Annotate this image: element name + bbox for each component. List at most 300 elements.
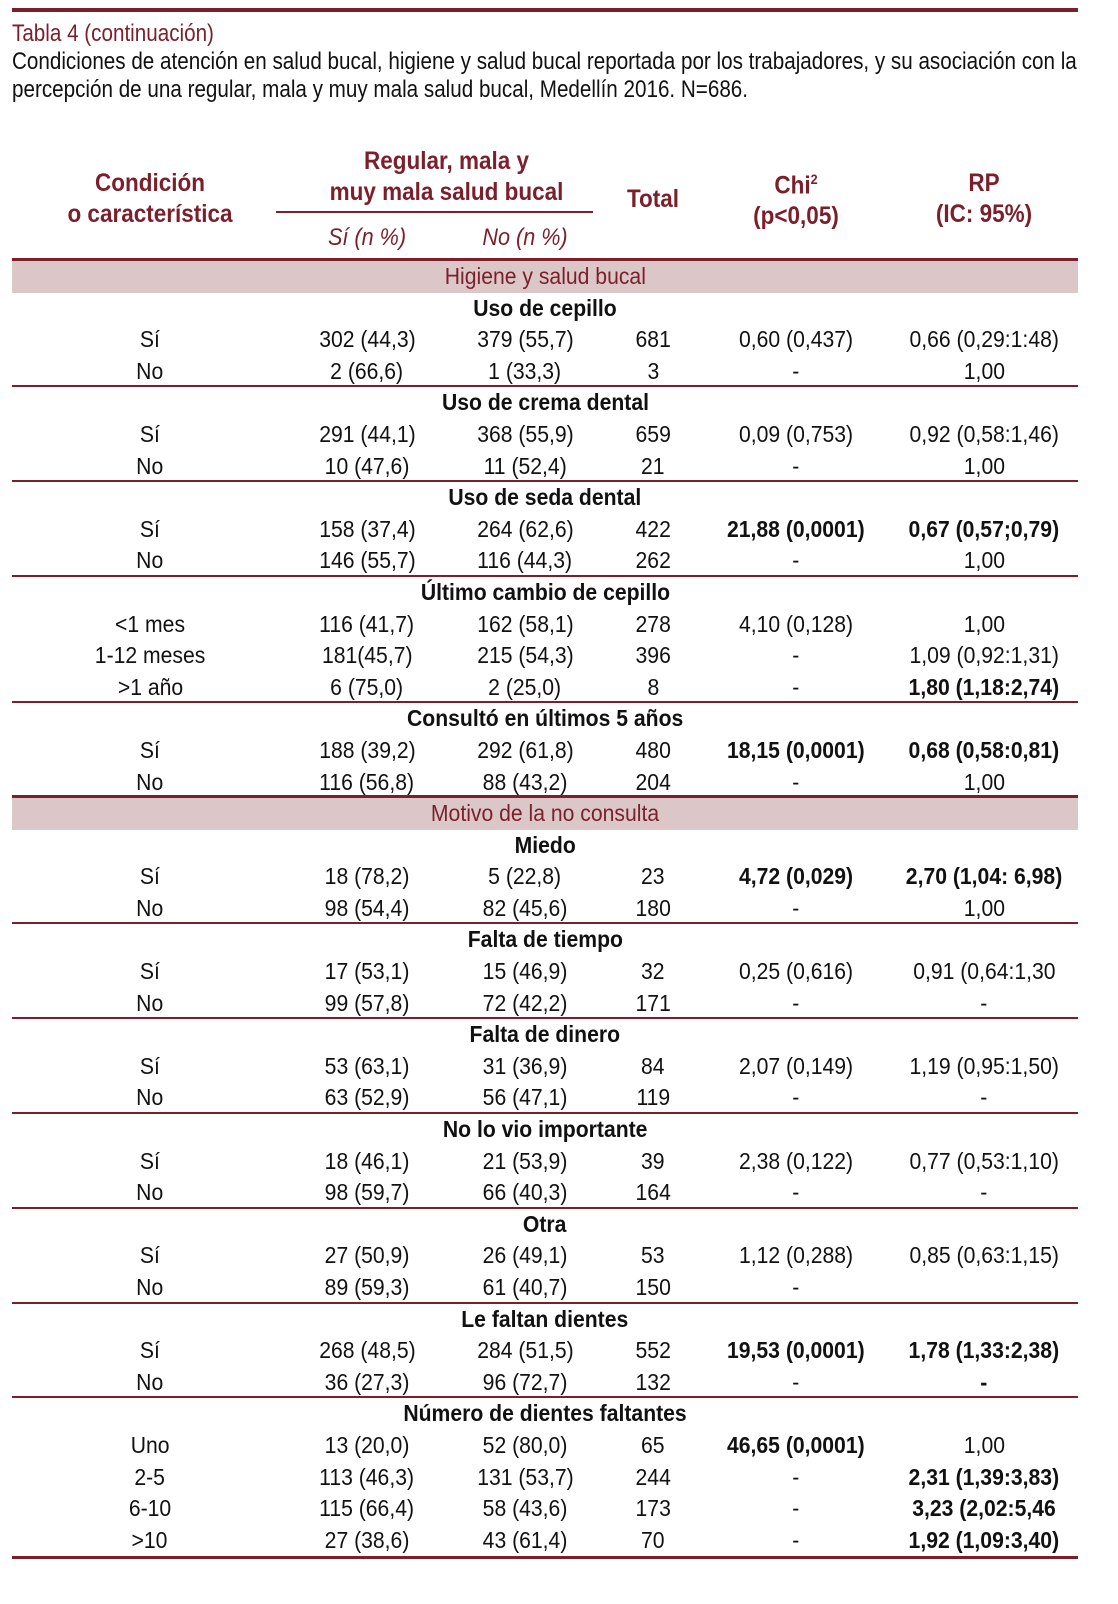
cell-value: 65 xyxy=(641,1431,665,1458)
cell-value: Sí xyxy=(139,863,160,890)
cell-si xyxy=(288,545,446,575)
cell-value: 96 (72,7) xyxy=(482,1368,568,1395)
cell-value: 23 xyxy=(641,863,665,890)
cell-chi2 xyxy=(702,609,890,641)
section-title: Motivo de la no consulta xyxy=(430,800,660,827)
cell-condition xyxy=(12,451,288,481)
cell-value: - xyxy=(792,1274,800,1300)
cell-value: 2 (25,0) xyxy=(488,673,562,700)
table-row xyxy=(12,324,1078,356)
cell-no xyxy=(446,419,604,451)
group-title: Uso de crema dental xyxy=(441,389,649,416)
table-row xyxy=(12,1051,1078,1083)
cell-si xyxy=(288,1146,446,1178)
cell-si xyxy=(288,861,446,893)
cell-value: Sí xyxy=(139,958,160,985)
cell-value: - xyxy=(792,1179,800,1206)
cell-no xyxy=(446,1177,604,1207)
table-row xyxy=(12,419,1078,451)
cell-condition xyxy=(12,672,288,702)
cell-rp xyxy=(890,419,1078,451)
group-title: Otra xyxy=(523,1210,567,1237)
group-header xyxy=(12,1114,1078,1146)
cell-value: - xyxy=(792,1368,800,1395)
cell-no xyxy=(446,1051,604,1083)
cell-value: 284 (51,5) xyxy=(476,1337,574,1364)
cell-value: 1,00 xyxy=(963,894,1005,921)
header-chi-line1 xyxy=(711,164,880,201)
cell-value: 19,53 (0,0001) xyxy=(727,1337,865,1364)
cell-value: 1,12 (0,288) xyxy=(738,1242,854,1269)
cell-value: 681 xyxy=(635,326,671,353)
cell-value: - xyxy=(792,989,800,1016)
cell-value: 278 xyxy=(635,610,671,637)
cell-total xyxy=(604,1146,702,1178)
group-header xyxy=(12,1019,1078,1051)
cell-no xyxy=(446,1525,604,1557)
cell-value: 2,70 (1,04: 6,98) xyxy=(905,863,1063,890)
cell-value: - xyxy=(792,357,800,384)
cell-total xyxy=(604,1082,702,1112)
cell-condition xyxy=(12,1462,288,1494)
group-title: Miedo xyxy=(514,831,576,858)
cell-value: 158 (37,4) xyxy=(318,515,416,542)
header-chi-line2: (p<0,05) xyxy=(753,202,839,231)
cell-value: 3,23 (2,02:5,46 xyxy=(912,1495,1056,1522)
cell-chi2 xyxy=(702,1430,890,1462)
cell-rp xyxy=(890,1051,1078,1083)
group-title: Consultó en últimos 5 años xyxy=(406,705,684,732)
cell-value: Sí xyxy=(139,515,160,542)
header-condition-line2: o característica xyxy=(67,200,233,228)
cell-value: Sí xyxy=(139,1147,160,1174)
group-header xyxy=(12,577,1078,609)
cell-rp xyxy=(890,1240,1078,1272)
group-header xyxy=(12,1209,1078,1241)
cell-rp xyxy=(890,1493,1078,1525)
cell-value: 0,91 (0,64:1,30 xyxy=(912,958,1056,985)
cell-value: 1,92 (1,09:3,40) xyxy=(908,1526,1060,1553)
cell-no xyxy=(446,451,604,481)
cell-value: 53 xyxy=(641,1242,665,1269)
cell-chi2 xyxy=(702,1367,890,1397)
data-table xyxy=(12,258,1078,1559)
cell-condition xyxy=(12,324,288,356)
cell-total xyxy=(604,640,702,672)
cell-value: 2 (66,6) xyxy=(330,357,404,384)
cell-si xyxy=(288,1367,446,1397)
cell-value: No xyxy=(136,1179,164,1206)
cell-condition xyxy=(12,861,288,893)
cell-no xyxy=(446,324,604,356)
cell-value: 1 (33,3) xyxy=(488,357,562,384)
cell-si xyxy=(288,1493,446,1525)
table-row xyxy=(12,1462,1078,1494)
cell-si xyxy=(288,1430,446,1462)
cell-value: <1 mes xyxy=(114,610,185,637)
cell-value: 150 xyxy=(635,1274,671,1300)
cell-chi2 xyxy=(702,988,890,1018)
cell-value: 32 xyxy=(641,958,665,985)
cell-rp xyxy=(890,609,1078,641)
cell-si xyxy=(288,1272,446,1302)
cell-value: No xyxy=(136,894,164,921)
cell-value: 56 (47,1) xyxy=(482,1084,568,1111)
cell-no xyxy=(446,1462,604,1494)
cell-rp xyxy=(890,956,1078,988)
cell-value: 215 (54,3) xyxy=(476,642,574,669)
cell-value: 1,19 (0,95:1,50) xyxy=(909,1052,1059,1079)
cell-value: 131 (53,7) xyxy=(476,1463,574,1490)
cell-condition xyxy=(12,1240,288,1272)
group-header xyxy=(12,293,1078,325)
table-row xyxy=(12,451,1078,483)
header-si: Sí (n %) xyxy=(327,224,407,251)
header-rp-line2: (IC: 95%) xyxy=(935,200,1033,228)
cell-value: 552 xyxy=(635,1337,671,1364)
cell-value: 422 xyxy=(635,515,671,542)
cell-value: 1,00 xyxy=(963,768,1005,795)
cell-value: 1,80 (1,18:2,74) xyxy=(908,673,1060,700)
cell-value: 116 (56,8) xyxy=(319,768,415,795)
cell-condition xyxy=(12,1525,288,1557)
cell-no xyxy=(446,356,604,386)
cell-si xyxy=(288,451,446,481)
cell-value: 39 xyxy=(641,1147,665,1174)
cell-si xyxy=(288,893,446,923)
cell-no xyxy=(446,672,604,702)
cell-value: 10 (47,6) xyxy=(324,452,410,479)
cell-value: 66 (40,3) xyxy=(482,1179,568,1206)
cell-no xyxy=(446,1082,604,1112)
cell-condition xyxy=(12,419,288,451)
cell-value: 1,00 xyxy=(963,1431,1005,1458)
cell-value: 1,09 (0,92:1,31) xyxy=(909,642,1059,669)
cell-value: - xyxy=(792,894,800,921)
cell-value: No xyxy=(136,547,164,574)
cell-total xyxy=(604,1177,702,1207)
cell-total xyxy=(604,356,702,386)
cell-value: >10 xyxy=(132,1526,168,1553)
cell-total xyxy=(604,419,702,451)
cell-rp xyxy=(890,356,1078,386)
cell-value: 292 (61,8) xyxy=(476,736,574,763)
cell-value: >1 año xyxy=(117,673,183,700)
cell-value: 244 xyxy=(635,1463,671,1490)
cell-si xyxy=(288,672,446,702)
cell-value: Sí xyxy=(139,420,160,447)
cell-value: 119 xyxy=(636,1084,670,1111)
cell-si xyxy=(288,735,446,767)
cell-rp xyxy=(890,640,1078,672)
header-chi xyxy=(711,164,880,232)
cell-chi2 xyxy=(702,419,890,451)
cell-value: Uno xyxy=(130,1431,170,1458)
cell-value: 98 (54,4) xyxy=(324,894,410,921)
cell-rp xyxy=(890,324,1078,356)
cell-chi2 xyxy=(702,1051,890,1083)
cell-value: - xyxy=(792,768,800,795)
cell-chi2 xyxy=(702,735,890,767)
cell-si xyxy=(288,1240,446,1272)
cell-value: - xyxy=(980,989,988,1016)
cell-rp xyxy=(890,893,1078,923)
cell-chi2 xyxy=(702,324,890,356)
cell-value: 89 (59,3) xyxy=(324,1274,410,1300)
cell-chi2 xyxy=(702,1272,890,1302)
cell-rp xyxy=(890,988,1078,1018)
cell-value: 164 xyxy=(635,1179,671,1206)
cell-value: - xyxy=(792,547,800,574)
table-row xyxy=(12,767,1078,799)
table-row xyxy=(12,1430,1078,1462)
cell-si xyxy=(288,1525,446,1557)
group-title: Le faltan dientes xyxy=(461,1305,629,1332)
cell-value: 70 xyxy=(641,1526,665,1553)
cell-condition xyxy=(12,1177,288,1207)
section-title: Higiene y salud bucal xyxy=(444,263,646,289)
table-row xyxy=(12,1367,1078,1399)
cell-condition xyxy=(12,609,288,641)
cell-chi2 xyxy=(702,956,890,988)
table-row xyxy=(12,1335,1078,1367)
cell-value: 1,00 xyxy=(963,610,1005,637)
caption-label: Tabla 4 (continuación) xyxy=(12,20,214,47)
cell-total xyxy=(604,956,702,988)
cell-value: - xyxy=(792,642,800,669)
group-header xyxy=(12,1304,1078,1336)
cell-value: - xyxy=(792,1463,800,1490)
cell-si xyxy=(288,1177,446,1207)
caption-text: Condiciones de atención en salud bucal, higiene y salud bucal reportada por los trabajadores, y su asociación con la percepción de una regular, mala y muy mala salud bucal, Medellín 2016. N=686. xyxy=(12,48,1077,103)
cell-value: 0,92 (0,58:1,46) xyxy=(909,420,1059,447)
cell-value: 6-10 xyxy=(128,1495,172,1522)
cell-value: 0,67 (0,57;0,79) xyxy=(908,515,1060,542)
table-row xyxy=(12,672,1078,704)
cell-value: 8 xyxy=(647,673,659,700)
cell-rp xyxy=(890,767,1078,796)
cell-condition xyxy=(12,893,288,923)
cell-value: 63 (52,9) xyxy=(324,1084,410,1111)
cell-rp xyxy=(890,672,1078,702)
cell-value: 113 (46,3) xyxy=(319,1463,415,1490)
table-row xyxy=(12,640,1078,672)
cell-no xyxy=(446,1146,604,1178)
cell-value: 58 (43,6) xyxy=(482,1495,568,1522)
cell-value: 659 xyxy=(635,420,671,447)
cell-value: 180 xyxy=(635,894,671,921)
cell-value: 1,00 xyxy=(963,547,1005,574)
cell-total xyxy=(604,1335,702,1367)
cell-si xyxy=(288,356,446,386)
cell-value: 43 (61,4) xyxy=(482,1526,568,1553)
cell-total xyxy=(604,1430,702,1462)
group-header xyxy=(12,703,1078,735)
cell-value: 173 xyxy=(635,1495,671,1522)
table-row xyxy=(12,356,1078,388)
cell-value: 84 xyxy=(641,1052,665,1079)
cell-value: 0,85 (0,63:1,15) xyxy=(909,1242,1059,1269)
top-rule xyxy=(12,8,1078,12)
cell-no xyxy=(446,735,604,767)
cell-value: 0,68 (0,58:0,81) xyxy=(908,736,1060,763)
cell-value: 162 (58,1) xyxy=(476,610,574,637)
header-condition-line1: Condición xyxy=(95,169,205,197)
cell-total xyxy=(604,893,702,923)
cell-value: 27 (50,9) xyxy=(324,1242,410,1269)
cell-no xyxy=(446,545,604,575)
table-row xyxy=(12,545,1078,577)
cell-total xyxy=(604,451,702,481)
cell-si xyxy=(288,640,446,672)
section-header xyxy=(12,261,1078,293)
cell-chi2 xyxy=(702,640,890,672)
cell-rp xyxy=(890,1367,1078,1397)
cell-value: No xyxy=(136,452,164,479)
cell-value: - xyxy=(792,1084,800,1111)
cell-value: 15 (46,9) xyxy=(482,958,568,985)
table-caption xyxy=(12,20,1078,104)
cell-si xyxy=(288,514,446,546)
table-row xyxy=(12,956,1078,988)
cell-value: 2,07 (0,149) xyxy=(738,1052,854,1079)
table-row xyxy=(12,514,1078,546)
cell-chi2 xyxy=(702,1335,890,1367)
cell-no xyxy=(446,861,604,893)
cell-value: 4,72 (0,029) xyxy=(738,863,854,890)
cell-value: 188 (39,2) xyxy=(318,736,416,763)
cell-value: 480 xyxy=(635,736,671,763)
group-title: Uso de cepillo xyxy=(473,294,617,321)
cell-rp xyxy=(890,1146,1078,1178)
cell-chi2 xyxy=(702,672,890,702)
cell-value: 302 (44,3) xyxy=(318,326,416,353)
cell-value: 1,00 xyxy=(963,452,1005,479)
table-row xyxy=(12,1082,1078,1114)
cell-value: 0,77 (0,53:1,10) xyxy=(909,1147,1059,1174)
cell-no xyxy=(446,640,604,672)
cell-condition xyxy=(12,735,288,767)
cell-value: 13 (20,0) xyxy=(324,1431,410,1458)
cell-no xyxy=(446,609,604,641)
cell-value: 98 (59,7) xyxy=(324,1179,410,1206)
cell-chi2 xyxy=(702,767,890,796)
cell-condition xyxy=(12,956,288,988)
table-row xyxy=(12,893,1078,925)
cell-rp xyxy=(890,1082,1078,1112)
cell-condition xyxy=(12,1272,288,1302)
cell-rp xyxy=(890,1462,1078,1494)
group-title: Falta de tiempo xyxy=(467,926,623,953)
cell-value: 99 (57,8) xyxy=(324,989,410,1016)
cell-si xyxy=(288,324,446,356)
cell-value: 27 (38,6) xyxy=(324,1526,410,1553)
cell-condition xyxy=(12,1146,288,1178)
cell-total xyxy=(604,1272,702,1302)
cell-chi2 xyxy=(702,1240,890,1272)
cell-value: - xyxy=(980,1179,988,1206)
cell-value: 2,38 (0,122) xyxy=(738,1147,854,1174)
cell-no xyxy=(446,893,604,923)
cell-chi2 xyxy=(702,1177,890,1207)
cell-chi2 xyxy=(702,893,890,923)
cell-value: Sí xyxy=(139,736,160,763)
cell-value: 4,10 (0,128) xyxy=(738,610,854,637)
cell-no xyxy=(446,1335,604,1367)
cell-value: 171 xyxy=(635,989,671,1016)
cell-value: 6 (75,0) xyxy=(330,673,404,700)
cell-si xyxy=(288,1335,446,1367)
table-row xyxy=(12,988,1078,1020)
group-header xyxy=(12,924,1078,956)
cell-value: - xyxy=(792,452,800,479)
cell-no xyxy=(446,1367,604,1397)
table-row xyxy=(12,1146,1078,1178)
cell-value: No xyxy=(136,1084,164,1111)
cell-rp xyxy=(890,1525,1078,1557)
header-chi-sup: 2 xyxy=(810,171,818,187)
cell-value: 0,60 (0,437) xyxy=(738,326,854,353)
cell-condition xyxy=(12,545,288,575)
cell-total xyxy=(604,1462,702,1494)
cell-rp xyxy=(890,735,1078,767)
cell-no xyxy=(446,1430,604,1462)
cell-value: 21,88 (0,0001) xyxy=(727,515,865,542)
cell-value: 291 (44,1) xyxy=(318,420,416,447)
cell-value: No xyxy=(136,1368,164,1395)
cell-chi2 xyxy=(702,356,890,386)
group-header xyxy=(12,1398,1078,1430)
cell-total xyxy=(604,1493,702,1525)
cell-total xyxy=(604,1051,702,1083)
cell-value: No xyxy=(136,357,164,384)
cell-condition xyxy=(12,767,288,796)
cell-rp xyxy=(890,514,1078,546)
cell-value: 21 xyxy=(641,452,665,479)
cell-value: Sí xyxy=(139,1242,160,1269)
cell-no xyxy=(446,767,604,796)
cell-total xyxy=(604,545,702,575)
header-condition xyxy=(26,168,274,230)
cell-si xyxy=(288,988,446,1018)
cell-si xyxy=(288,1051,446,1083)
header-no: No (n %) xyxy=(482,224,568,251)
cell-rp xyxy=(890,1335,1078,1367)
cell-value: 2,31 (1,39:3,83) xyxy=(908,1463,1060,1490)
group-title: Número de dientes faltantes xyxy=(403,1400,687,1427)
cell-rp xyxy=(890,1272,1078,1302)
cell-value: 268 (48,5) xyxy=(318,1337,416,1364)
cell-si xyxy=(288,1082,446,1112)
cell-value: 18 (78,2) xyxy=(324,863,410,890)
cell-value: 61 (40,7) xyxy=(482,1274,568,1300)
cell-total xyxy=(604,672,702,702)
cell-value: 11 (52,4) xyxy=(483,452,567,479)
cell-no xyxy=(446,1272,604,1302)
cell-value: 181(45,7) xyxy=(321,642,413,669)
cell-value: No xyxy=(136,768,164,795)
table-header xyxy=(12,138,1078,258)
cell-total xyxy=(604,1525,702,1557)
cell-si xyxy=(288,609,446,641)
cell-no xyxy=(446,514,604,546)
cell-no xyxy=(446,988,604,1018)
cell-value: 21 (53,9) xyxy=(482,1147,568,1174)
cell-value: 116 (44,3) xyxy=(477,547,573,574)
cell-condition xyxy=(12,988,288,1018)
group-header xyxy=(12,830,1078,862)
cell-value: 88 (43,2) xyxy=(482,768,568,795)
